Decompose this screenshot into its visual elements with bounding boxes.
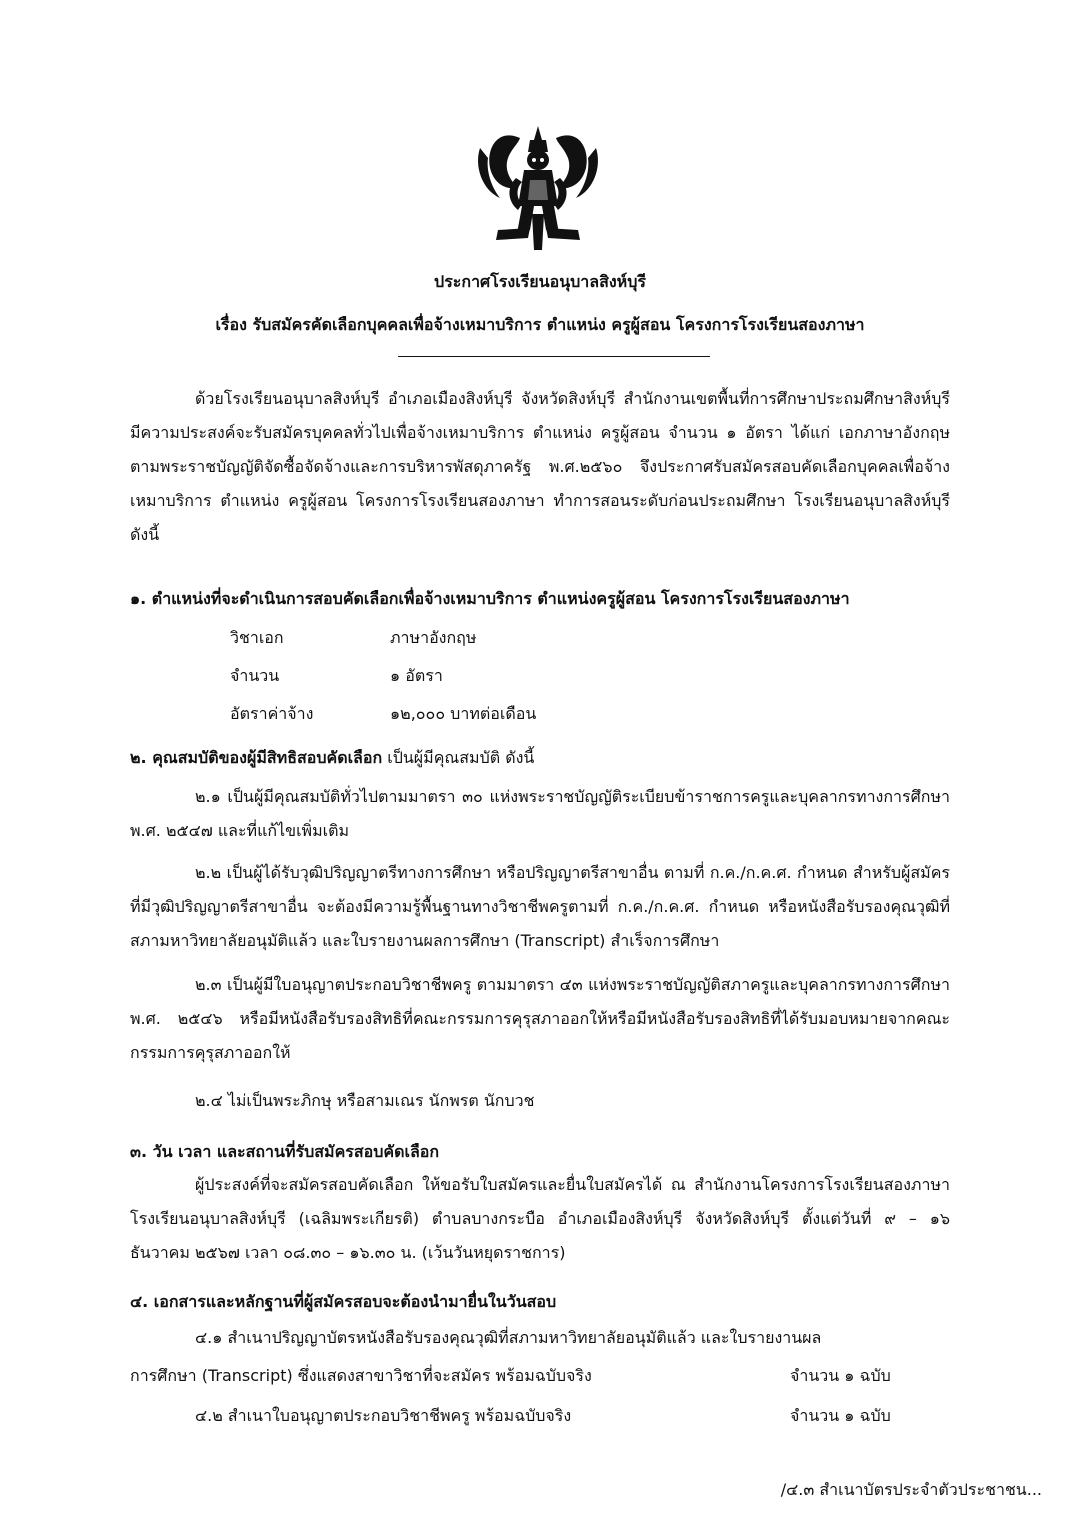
section2-heading-bold: ๒. คุณสมบัติของผู้มีสิทธิสอบคัดเลือก [130, 748, 383, 767]
section4-item-1-line1: ๔.๑ สำเนาปริญญาบัตรหนังสือรับรองคุณวุฒิที่สภามหาวิทยาลัยอนุมัติแล้ว และใบรายงานผล [195, 1328, 822, 1347]
section2-item-1: ๒.๑ เป็นผู้มีคุณสมบัติทั่วไปตามมาตรา ๓๐ แห่งพระราชบัญญัติระเบียบข้าราชการครูและบุคลากรทางการศึกษา พ.ศ. ๒๕๔๗ และที่แก้ไขเพิ่มเติม [130, 787, 950, 840]
row-value-major: ภาษาอังกฤษ [390, 628, 477, 647]
section4-item-2: ๔.๒ สำเนาใบอนุญาตประกอบวิชาชีพครู พร้อมฉบับจริง [195, 1406, 572, 1425]
section2-item-4: ๒.๔ ไม่เป็นพระภิกษุ หรือสามเณร นักพรต นักบวช [195, 1091, 535, 1110]
section4-heading: ๔. เอกสารและหลักฐานที่ผู้สมัครสอบจะต้องนำมายื่นในวันสอบ [130, 1292, 557, 1311]
section4-item-1-count: จำนวน ๑ ฉบับ [790, 1366, 891, 1385]
intro-paragraph: ด้วยโรงเรียนอนุบาลสิงห์บุรี อำเภอเมืองสิงห์บุรี จังหวัดสิงห์บุรี สำนักงานเขตพื้นที่การศึกษาประถมศึกษาสิงห์บุรี มีความประสงค์จะรับสมัครบุคคลทั่วไปเพื่อจ้างเหมาบริการ ตำแหน่ง ครูผู้สอน จำนวน ๑ อัตรา ได้แก่ เอกภาษาอังกฤษ ตามพระราชบัญญัติจัดซื้อจัดจ้างและการบริหารพัสดุภาครัฐ พ.ศ.๒๕๖๐ จึงประกาศรับสมัครสอบคัดเลือกบุคคลเพื่อจ้างเหมาบริการ ตำแหน่ง ครูผู้สอน โครงการโรงเรียนสองภาษา ทำการสอนระดับก่อนประถมศึกษา โรงเรียนอนุบาลสิงห์บุรี ดังนี้ [130, 389, 950, 544]
title-divider [398, 356, 710, 357]
section2-heading-suffix: เป็นผู้มีคุณสมบัติ ดังนี้ [382, 748, 535, 767]
section1-heading: ๑. ตำแหน่งที่จะดำเนินการสอบคัดเลือกเพื่อจ้างเหมาบริการ ตำแหน่งครูผู้สอน โครงการโรงเรียนสองภาษา [130, 589, 850, 608]
garuda-emblem-icon [468, 118, 608, 258]
section2-heading [130, 746, 534, 771]
section4-item-2-count: จำนวน ๑ ฉบับ [790, 1406, 891, 1425]
continuation-note: /๔.๓ สำเนาบัตรประจำตัวประชาชน... [780, 1480, 1042, 1499]
row-label-count: จำนวน [230, 666, 280, 685]
page-title: ประกาศโรงเรียนอนุบาลสิงห์บุรี [434, 272, 646, 291]
section2-item-2: ๒.๒ เป็นผู้ได้รับวุฒิปริญญาตรีทางการศึกษา หรือปริญญาตรีสาขาอื่น ตามที่ ก.ค./ก.ค.ศ. กำหนด สำหรับผู้สมัครที่มีวุฒิปริญญาตรีสาขาอื่น จะต้องมีความรู้พื้นฐานทางวิชาชีพครูตามที่ ก.ค./ก.ค.ศ. กำหนด หรือหนังสือรับรองคุณวุฒิที่สภามหาวิทยาลัยอนุมัติแล้ว และใบรายงานผลการศึกษา (Transcript) สำเร็จการศึกษา [130, 863, 950, 950]
section4-document-list [130, 1326, 950, 1436]
row-label-wage: อัตราค่าจ้าง [230, 704, 314, 723]
section2-item-3: ๒.๓ เป็นผู้มีใบอนุญาตประกอบวิชาชีพครู ตามมาตรา ๔๓ แห่งพระราชบัญญัติสภาครูและบุคลากรทางการศึกษา พ.ศ. ๒๕๔๖ หรือมีหนังสือรับรองสิทธิที่คณะกรรมการคุรุสภาออกให้หรือมีหนังสือรับรองสิทธิที่ได้รับมอบหมายจากคณะกรรมการคุรุสภาออกให้ [130, 975, 950, 1062]
row-value-count: ๑ อัตรา [390, 666, 443, 685]
page-subject: เรื่อง รับสมัครคัดเลือกบุคคลเพื่อจ้างเหมาบริการ ตำแหน่ง ครูผู้สอน โครงการโรงเรียนสองภาษา [215, 315, 865, 334]
row-value-wage: ๑๒,๐๐๐ บาทต่อเดือน [390, 704, 537, 723]
row-label-major: วิชาเอก [230, 628, 284, 647]
section3-body: ผู้ประสงค์ที่จะสมัครสอบคัดเลือก ให้ขอรับใบสมัครและยื่นใบสมัครได้ ณ สำนักงานโครงการโรงเรียนสองภาษา โรงเรียนอนุบาลสิงห์บุรี (เฉลิมพระเกียรติ) ตำบลบางกระบือ อำเภอเมืองสิงห์บุรี จังหวัดสิงห์บุรี ตั้งแต่วันที่ ๙ – ๑๖ ธันวาคม ๒๕๖๗ เวลา ๐๘.๓๐ – ๑๖.๓๐ น. (เว้นวันหยุดราชการ) [130, 1175, 950, 1262]
section3-heading: ๓. วัน เวลา และสถานที่รับสมัครสอบคัดเลือก [130, 1142, 440, 1161]
section4-item-1-line2: การศึกษา (Transcript) ซึ่งแสดงสาขาวิชาที่จะสมัคร พร้อมฉบับจริง [130, 1366, 592, 1385]
